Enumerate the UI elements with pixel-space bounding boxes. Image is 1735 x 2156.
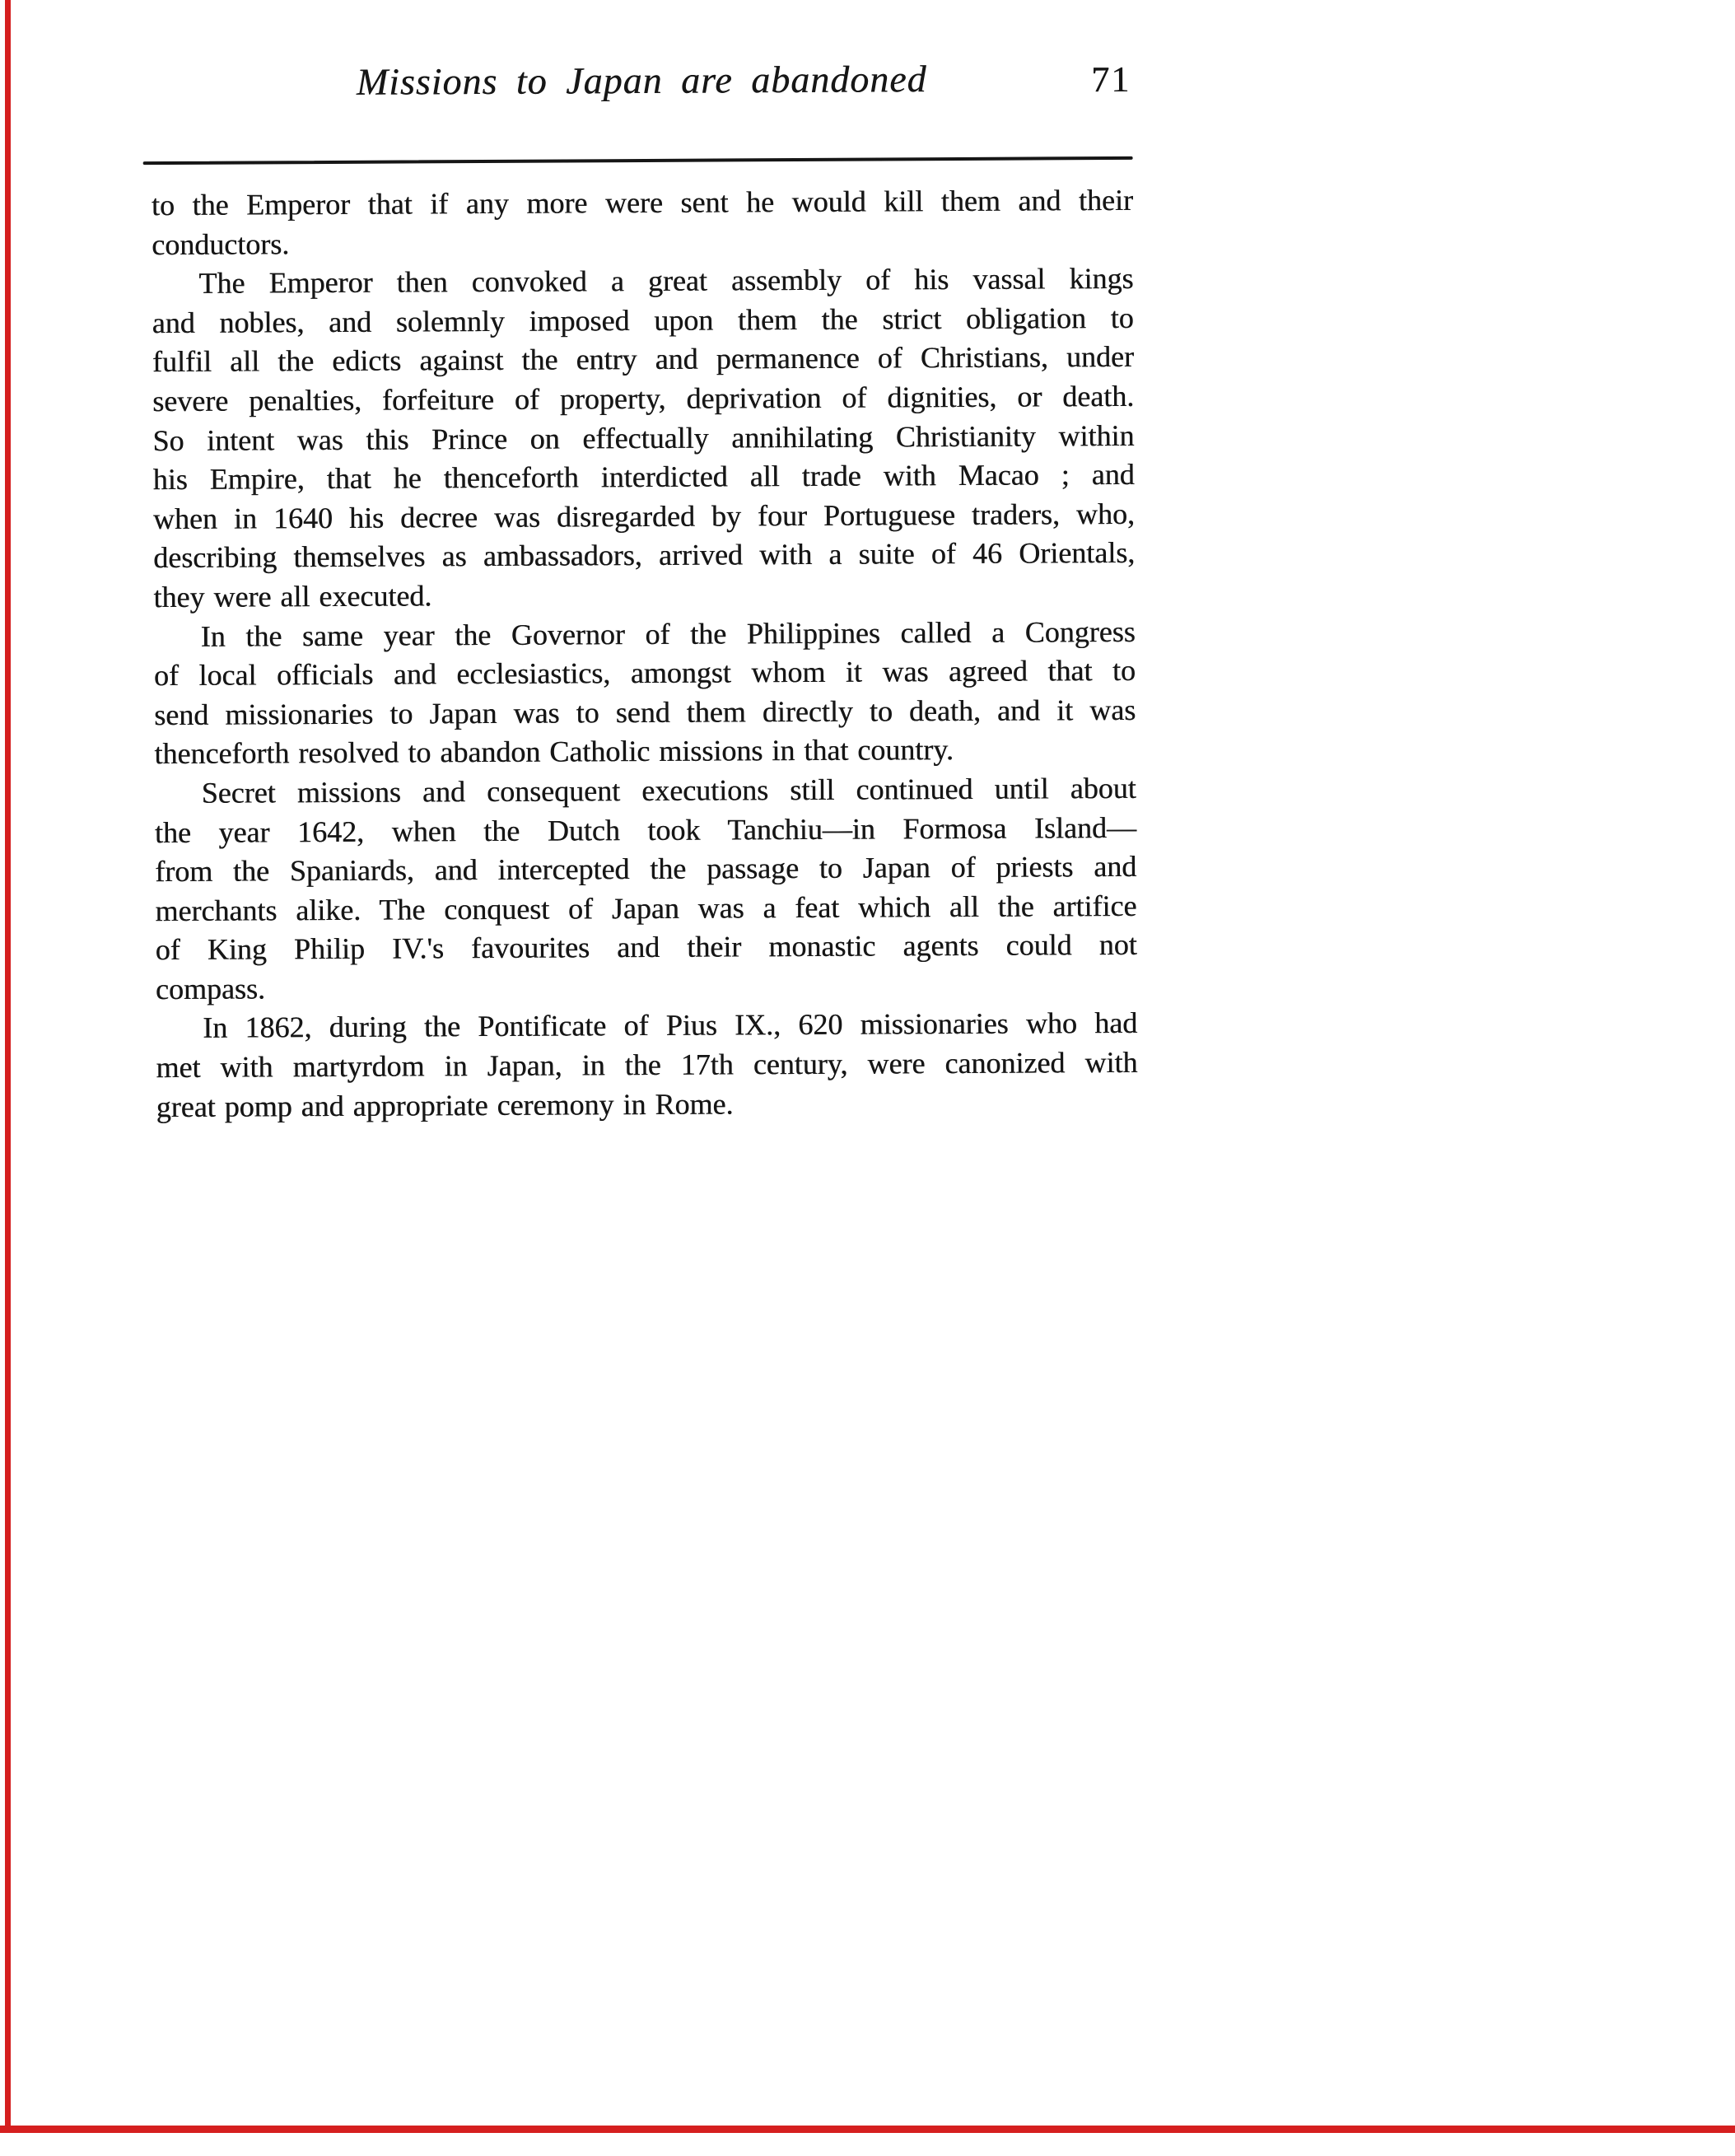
text-line: conductors. — [152, 226, 290, 261]
text-line: compass. — [155, 972, 266, 1006]
body-paragraph — [156, 1004, 1138, 1127]
text-line: to the Emperor that if any more were sent he would kill them and their — [151, 183, 1134, 222]
text-line: met with martyrdom in Japan, in the 17th century, were canonized with — [156, 1045, 1138, 1085]
page-content — [151, 55, 1138, 1127]
text-line: they were all executed. — [153, 579, 432, 614]
body-paragraph — [152, 181, 1133, 264]
text-line: In 1862, during the Pontificate of Pius IX., 620 missionaries who had — [203, 1006, 1138, 1045]
text-line: great pomp and appropriate ceremony in Rome. — [156, 1087, 734, 1123]
left-margin-red-rule — [5, 0, 11, 2132]
text-line: severe penalties, forfeiture of property, deprivation of dignities, or death. — [152, 379, 1135, 418]
text-line: his Empire, that he thenceforth interdicted all trade with Macao ; and — [152, 458, 1135, 497]
text-line: In the same year the Governor of the Philippines called a Congress — [200, 614, 1136, 653]
text-line: Secret missions and consequent executions still continued until about — [201, 771, 1136, 810]
text-line: fulfil all the edicts against the entry and permanence of Christians, under — [152, 340, 1135, 379]
running-header-title: Missions to Japan are abandoned — [356, 58, 927, 103]
text-line: the year 1642, when the Dutch took Tanchiu—in Formosa Island— — [154, 810, 1137, 849]
running-header — [151, 55, 1132, 110]
text-line: when in 1640 his decree was disregarded by four Portuguese traders, who, — [152, 497, 1136, 535]
text-line: merchants alike. The conquest of Japan was a feat which all the artifice — [155, 889, 1137, 927]
header-rule — [143, 156, 1133, 165]
page-number: 71 — [1091, 58, 1131, 100]
text-line: of local officials and ecclesiastics, amongst whom it was agreed that to — [153, 653, 1136, 693]
text-line: describing themselves as ambassadors, arrived with a suite of 46 Orientals, — [153, 536, 1136, 575]
text-line: The Emperor then convoked a great assembly of his vassal kings — [198, 262, 1134, 301]
body-paragraph — [155, 769, 1137, 1010]
body-text — [152, 181, 1138, 1127]
text-line: from the Spaniards, and intercepted the passage to Japan of priests and — [155, 849, 1137, 889]
bottom-margin-red-rule — [0, 2126, 1735, 2133]
text-line: thenceforth resolved to abandon Catholic missions in that country. — [154, 733, 954, 771]
body-paragraph — [152, 259, 1135, 618]
text-line: So intent was this Prince on effectually annihilating Christianity within — [152, 418, 1135, 457]
text-line: of King Philip IV.'s favourites and their monastic agents could not — [155, 928, 1137, 967]
text-line: and nobles, and solemnly imposed upon them the strict obligation to — [152, 301, 1134, 339]
body-paragraph — [154, 612, 1136, 774]
text-line: send missionaries to Japan was to send them directly to death, and it was — [154, 693, 1136, 731]
